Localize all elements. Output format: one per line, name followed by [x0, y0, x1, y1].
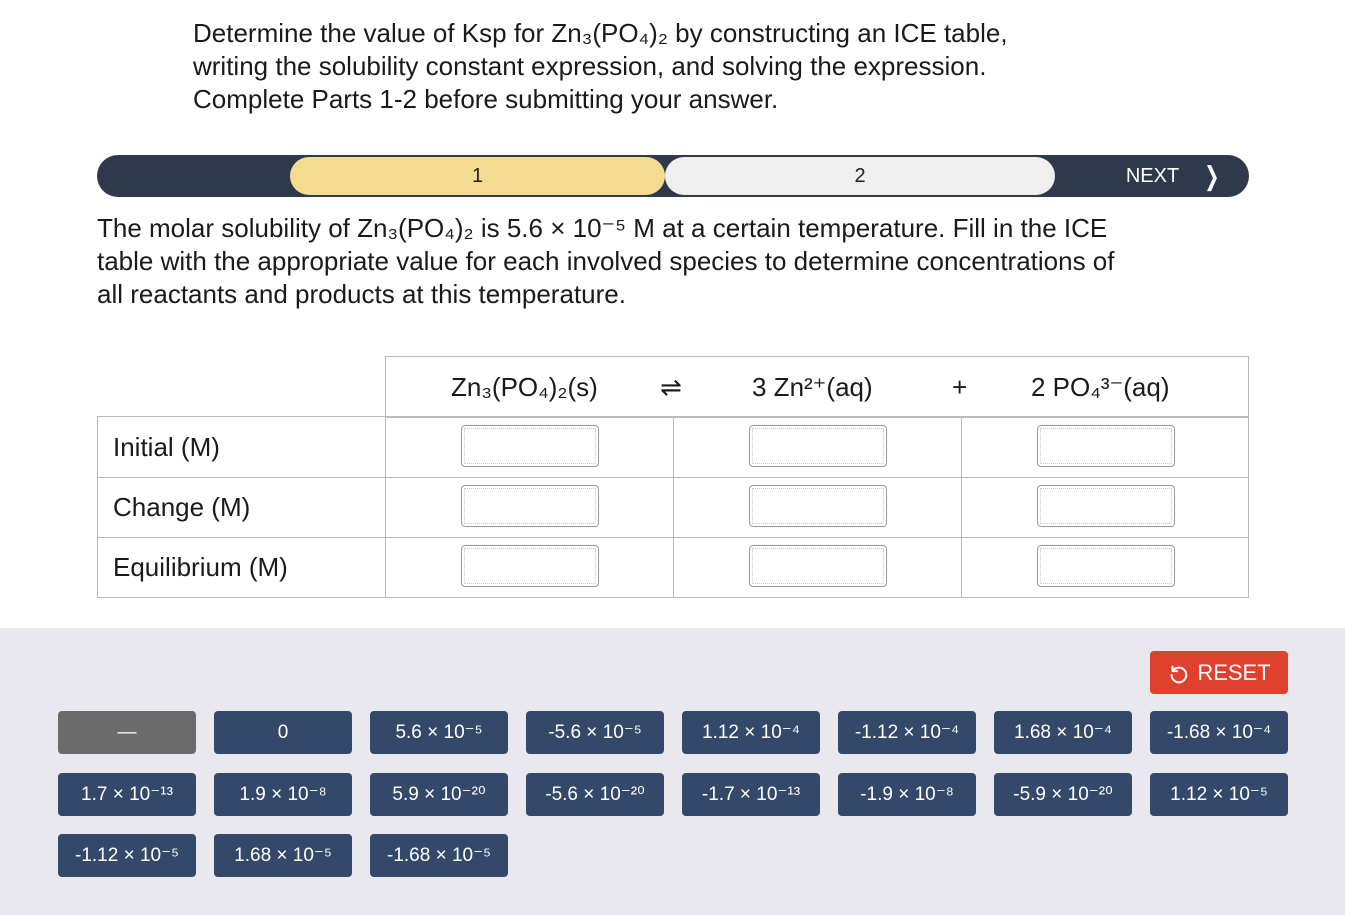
- ice-cell: [386, 417, 674, 477]
- ice-row-initial: [97, 416, 1249, 478]
- drop-zone-initial-reactant[interactable]: [461, 425, 599, 467]
- answer-tile[interactable]: -5.6 × 10⁻⁵: [526, 711, 664, 754]
- ice-header: [385, 356, 1249, 418]
- drop-zone-equilibrium-zn[interactable]: [749, 545, 887, 587]
- question-line-1: The molar solubility of Zn₃(PO₄)₂ is 5.6 × 10⁻⁵ M at a certain temperature. Fill in the ICE: [97, 213, 1108, 243]
- answer-tile-tray: [0, 628, 1345, 915]
- step-progress-bar: [97, 155, 1249, 197]
- question-line-3: all reactants and products at this temperature.: [97, 279, 626, 309]
- answer-tile[interactable]: 5.9 × 10⁻²⁰: [370, 773, 508, 816]
- ice-cell: [386, 537, 674, 597]
- answer-tile[interactable]: 1.68 × 10⁻⁵: [214, 834, 352, 877]
- ice-cell: [674, 477, 962, 537]
- instructions-line-3: Complete Parts 1-2 before submitting your answer.: [193, 84, 779, 114]
- ice-cell: [962, 477, 1250, 537]
- answer-tile[interactable]: 0: [214, 711, 352, 754]
- answer-tile[interactable]: -1.12 × 10⁻⁵: [58, 834, 196, 877]
- instructions: [193, 17, 1153, 116]
- reset-label: RESET: [1197, 659, 1271, 685]
- answer-tile[interactable]: -1.68 × 10⁻⁴: [1150, 711, 1288, 754]
- ice-cell: [674, 537, 962, 597]
- answer-tile[interactable]: -1.7 × 10⁻¹³: [682, 773, 820, 816]
- answer-tile[interactable]: 1.9 × 10⁻⁸: [214, 773, 352, 816]
- drop-zone-equilibrium-reactant[interactable]: [461, 545, 599, 587]
- answer-tile[interactable]: -1.68 × 10⁻⁵: [370, 834, 508, 877]
- chevron-right-icon: ❯: [1204, 161, 1220, 191]
- answer-tile[interactable]: 5.6 × 10⁻⁵: [370, 711, 508, 754]
- drop-zone-change-zn[interactable]: [749, 485, 887, 527]
- ice-row-equilibrium: [97, 537, 1249, 598]
- reactant-header: Zn₃(PO₄)₂(s): [451, 372, 598, 402]
- step-2-label: 2: [854, 164, 866, 187]
- ice-cell: [962, 417, 1250, 477]
- drop-zone-change-po4[interactable]: [1037, 485, 1175, 527]
- next-button[interactable]: [1126, 155, 1223, 197]
- instructions-line-2: writing the solubility constant expression, and solving the expression.: [193, 51, 987, 81]
- answer-tile[interactable]: -5.6 × 10⁻²⁰: [526, 773, 664, 816]
- next-label: NEXT: [1125, 164, 1180, 187]
- drop-zone-equilibrium-po4[interactable]: [1037, 545, 1175, 587]
- question-line-2: table with the appropriate value for each involved species to determine concentrations of: [97, 246, 1115, 276]
- drop-zone-initial-zn[interactable]: [749, 425, 887, 467]
- answer-tile[interactable]: 1.12 × 10⁻⁵: [1150, 773, 1288, 816]
- row-label: Change (M): [98, 477, 386, 537]
- undo-icon: [1167, 662, 1189, 684]
- answer-tile[interactable]: 1.7 × 10⁻¹³: [58, 773, 196, 816]
- question-text: [97, 212, 1257, 311]
- row-label: Equilibrium (M): [98, 537, 386, 597]
- step-1-tab[interactable]: [290, 157, 665, 195]
- product-1-header: 3 Zn²⁺(aq): [752, 372, 873, 402]
- ice-cell: [962, 537, 1250, 597]
- product-2-header: 2 PO₄³⁻(aq): [1031, 372, 1170, 402]
- answer-tile[interactable]: 1.68 × 10⁻⁴: [994, 711, 1132, 754]
- ice-table: [97, 356, 1249, 598]
- answer-tile-dash[interactable]: —: [58, 711, 196, 754]
- answer-tile[interactable]: -5.9 × 10⁻²⁰: [994, 773, 1132, 816]
- drop-zone-initial-po4[interactable]: [1037, 425, 1175, 467]
- answer-tile[interactable]: 1.12 × 10⁻⁴: [682, 711, 820, 754]
- step-2-tab[interactable]: [665, 157, 1055, 195]
- drop-zone-change-reactant[interactable]: [461, 485, 599, 527]
- row-label: Initial (M): [98, 417, 386, 477]
- plus-sign: +: [952, 372, 968, 402]
- instructions-line-1: Determine the value of Ksp for Zn₃(PO₄)₂ by constructing an ICE table,: [193, 18, 1008, 48]
- ice-cell: [386, 477, 674, 537]
- step-1-label: 1: [471, 164, 484, 187]
- ice-row-change: [97, 477, 1249, 538]
- answer-tile[interactable]: -1.12 × 10⁻⁴: [838, 711, 976, 754]
- reset-button[interactable]: [1150, 651, 1288, 694]
- equilibrium-arrow: ⇌: [660, 372, 682, 402]
- answer-tile[interactable]: -1.9 × 10⁻⁸: [838, 773, 976, 816]
- ice-cell: [674, 417, 962, 477]
